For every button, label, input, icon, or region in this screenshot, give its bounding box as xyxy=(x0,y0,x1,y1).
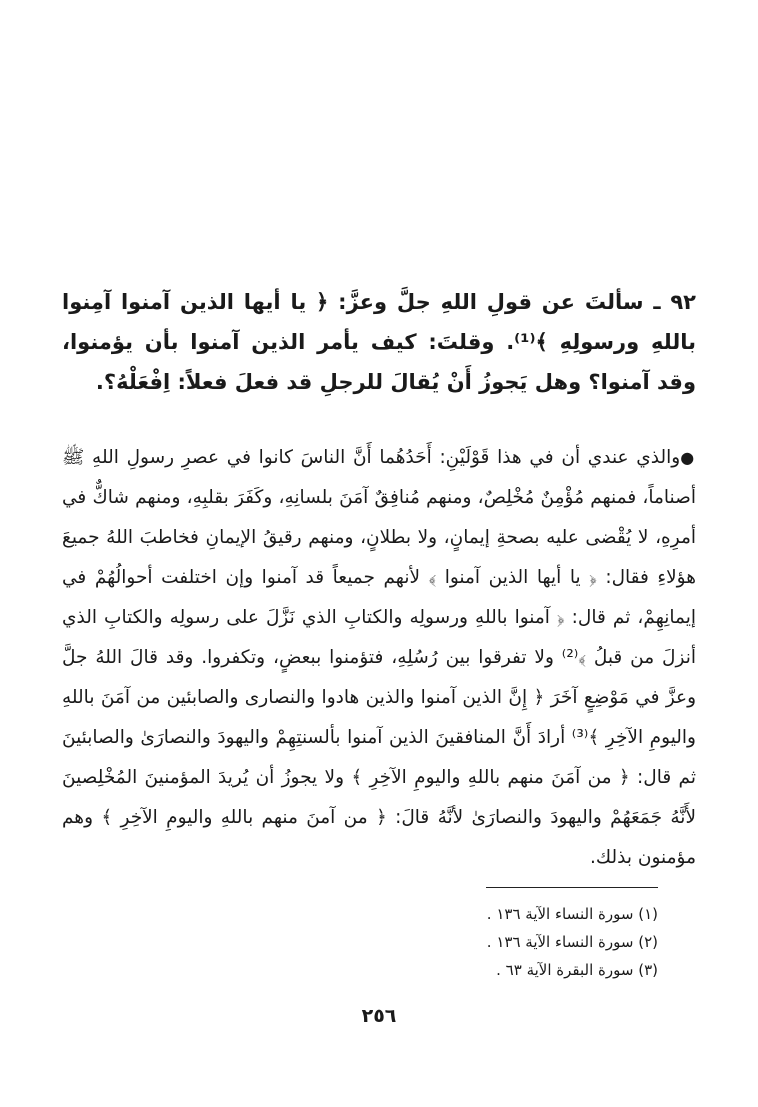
footnote-3: (٣) سورة البقرة الآية ٦٣ . xyxy=(496,961,658,979)
bullet-marker: ● xyxy=(680,448,696,467)
page-number: ٢٥٦ xyxy=(361,1005,397,1027)
answer-paragraph xyxy=(62,438,696,878)
footnotes xyxy=(258,900,658,984)
question-text: ٩٢ ـ سألتَ عن قولِ اللهِ جلَّ وعزَّ: ﴿ يا أيها الذين آمنوا آمِنوا باللهِ ورسولِهِ ﴾⁽¹⁾. وقلتَ: كيف يأمر الذين آمنوا بأن يؤمنوا، وقد آمنوا؟ وهل يَجوزُ أَنْ يُقالَ للرجلِ قد فعلَ فعلاً: اِفْعَلْهُ؟. xyxy=(62,290,696,394)
answer-body xyxy=(62,438,696,878)
question-paragraph xyxy=(62,282,696,402)
footnote-divider xyxy=(486,887,658,888)
footnote-1: (١) سورة النساء الآية ١٣٦ . xyxy=(486,905,658,923)
footnote-2: (٢) سورة النساء الآية ١٣٦ . xyxy=(486,933,658,951)
answer-text: والذي عندي أن في هذا قَوْلَيْنِ: أَحَدُهُما أَنَّ الناسَ كانوا في عصرِ رسولِ اللهِ ﷺ أصناماً، فمنهم مُؤْمِنٌ مُخْلِصٌ، ومنهم مُنافِقٌ آمَنَ بلسانِهِ، وكَفَرَ بقلبِهِ، ومنهم شاكٌّ في أمرِهِ، لا يُقْضى عليه بصحةِ إيمانٍ، ولا بطلانٍ، ومنهم رقيقُ الإيمانِ فخاطبَ اللهُ جميعَ هؤلاءِ فقال: ﴿ يا أيها الذين آمنوا ﴾ لأنهم جميعاً قد آمنوا وإن اختلفت أحوالُهُمْ في إيمانِهِمْ، ثم قال: ﴿ آمنوا باللهِ ورسولِه والكتابِ الذي نَزَّلَ على رسولِه والكتابِ الذي أنزلَ من قبلُ ﴾⁽²⁾ ولا تفرقوا بين رُسُلِهِ، فتؤمنوا ببعضٍ، وتكفروا. وقد قالَ اللهُ جلَّ وعزَّ في مَوْضِعٍ آخَرَ ﴿ إِنَّ الذين آمنوا والذين هادوا والنصارى والصابئين من آمَنَ باللهِ واليومِ الآخِرِ ﴾⁽³⁾ أرادَ أَنَّ المنافقينَ الذين آمنوا بألسنتِهِمْ واليهودَ والنصارَىٰ والصابئينَ ثم قال: ﴿ من آمَنَ منهم باللهِ واليومِ الآخِرِ ﴾ ولا يجوزُ أن يُريدَ المؤمنينَ المُخْلِصينَ لأَنَّهُ جَمَعَهُمْ واليهودَ والنصارَىٰ لأنَّهُ قالَ: ﴿ من آمنَ منهم باللهِ واليومِ الآخِرِ ﴾ وهم مؤمنون بذلك. xyxy=(62,447,696,868)
